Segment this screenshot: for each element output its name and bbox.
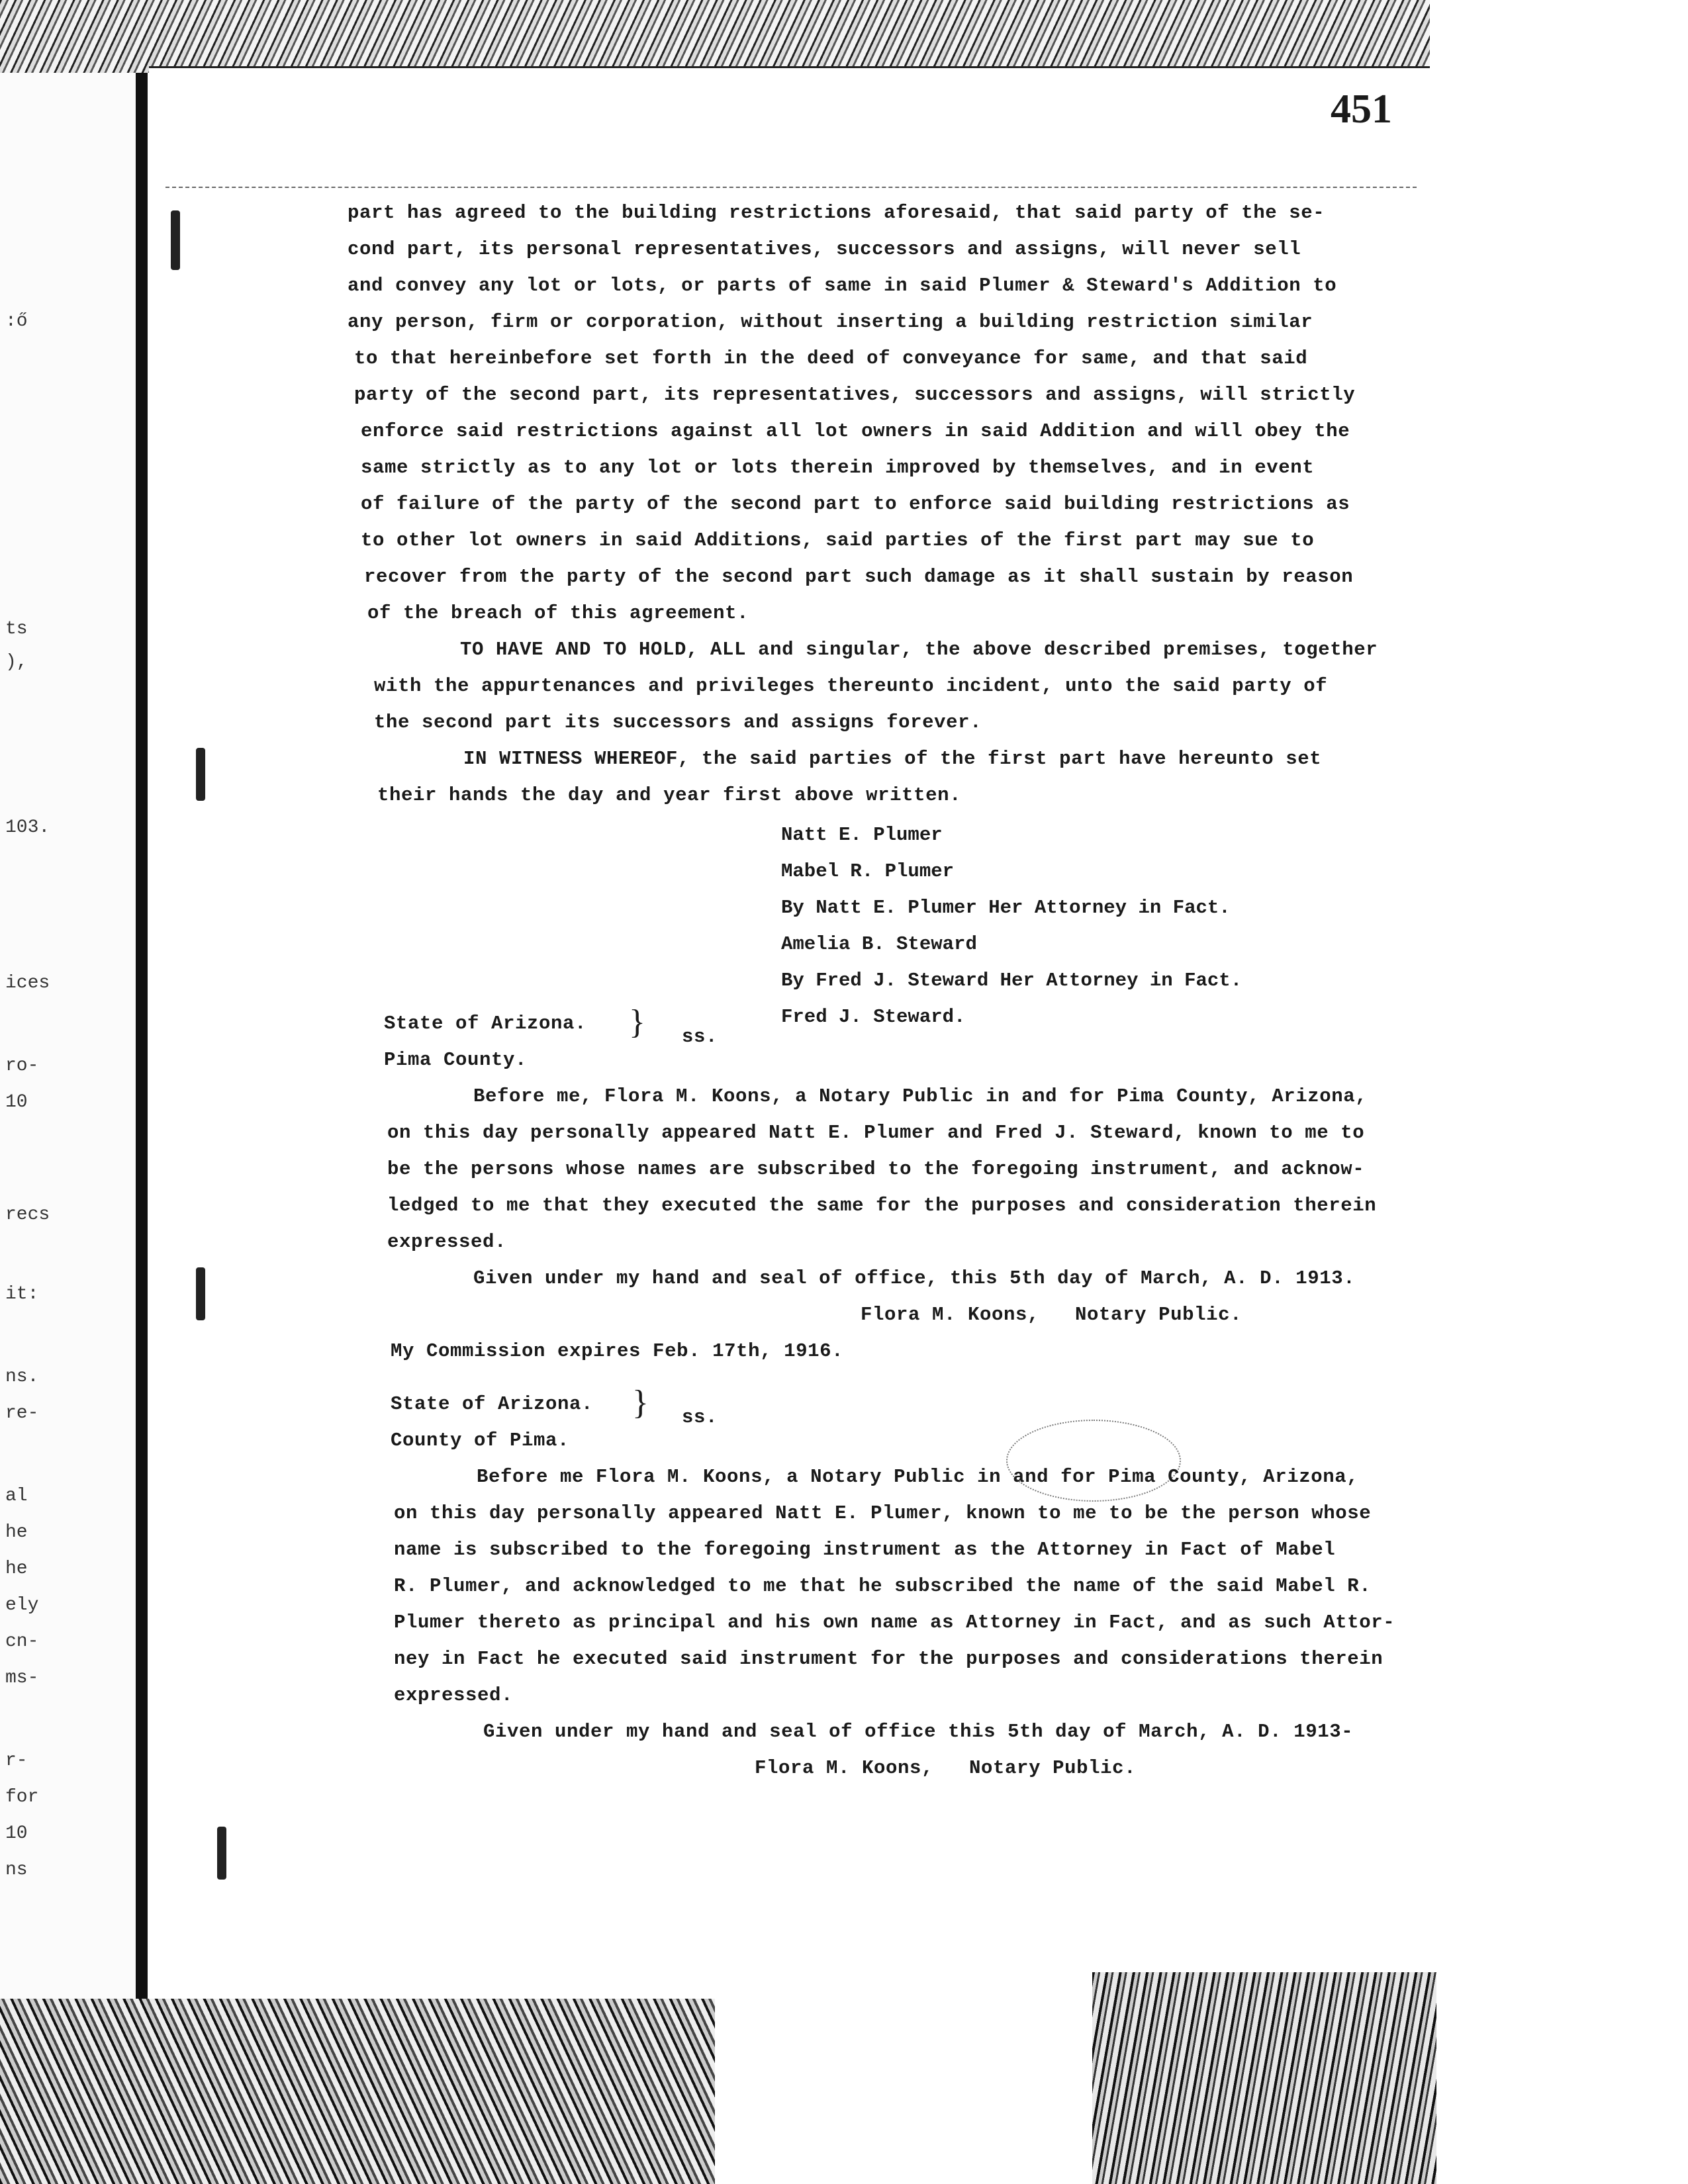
body-line: to that hereinbefore set forth in the deed of conveyance for same, and that said xyxy=(354,347,1308,369)
ack-line: name is subscribed to the foregoing instrument as the Attorney in Fact of Mabel xyxy=(394,1539,1336,1561)
scan-noise-top xyxy=(0,0,1436,73)
notary-signature: Flora M. Koons, Notary Public. xyxy=(861,1304,1243,1326)
margin-fragment: ns. xyxy=(5,1367,39,1387)
body-line: with the appurtenances and privileges thereunto incident, unto the said party of xyxy=(374,675,1328,697)
margin-fragment: 10 xyxy=(5,1823,28,1844)
venue-brace: } xyxy=(632,1384,649,1422)
body-line: their hands the day and year first above written. xyxy=(377,784,962,806)
signature-line: By Fred J. Steward Her Attorney in Fact. xyxy=(781,970,1243,991)
ack-line: Given under my hand and seal of office, this 5th day of March, A. D. 1913. xyxy=(473,1267,1356,1289)
ack-line: Before me, Flora M. Koons, a Notary Public in and for Pima County, Arizona, xyxy=(473,1085,1368,1107)
binding-clip xyxy=(196,1267,205,1320)
binding-clip xyxy=(171,210,180,270)
ack-line: be the persons whose names are subscribed to the foregoing instrument, and acknow- xyxy=(387,1158,1365,1180)
margin-fragment: :ő xyxy=(5,311,28,332)
margin-fragment: re- xyxy=(5,1403,39,1424)
body-line: any person, firm or corporation, without inserting a building restriction similar xyxy=(348,311,1313,333)
ack-line: Given under my hand and seal of office this 5th day of March, A. D. 1913- xyxy=(483,1721,1354,1743)
body-line: and convey any lot or lots, or parts of same in said Plumer & Steward's Addition to xyxy=(348,275,1337,296)
body-line: of failure of the party of the second part to enforce said building restrictions as xyxy=(361,493,1350,515)
margin-fragment: it: xyxy=(5,1284,39,1304)
signature-line: Mabel R. Plumer xyxy=(781,860,955,882)
book-binding xyxy=(136,73,148,2032)
body-line: part has agreed to the building restrictions aforesaid, that said party of the se- xyxy=(348,202,1325,224)
margin-fragment: ices xyxy=(5,973,50,993)
scan-noise-bottom-left xyxy=(0,1999,715,2184)
venue-state: State of Arizona. xyxy=(391,1393,594,1415)
scan-noise-bottom-right xyxy=(1092,1972,1436,2184)
header-rule xyxy=(165,187,1417,188)
venue-state: State of Arizona. xyxy=(384,1013,587,1034)
margin-fragment: al xyxy=(5,1486,28,1506)
ack-line: Plumer thereto as principal and his own name as Attorney in Fact, and as such Attor- xyxy=(394,1612,1395,1633)
signature-line: Fred J. Steward. xyxy=(781,1006,966,1028)
body-line: IN WITNESS WHEREOF, the said parties of the first part have hereunto set xyxy=(463,748,1322,770)
margin-fragment: 10 xyxy=(5,1092,28,1113)
margin-fragment: he xyxy=(5,1559,28,1579)
margin-fragment: for xyxy=(5,1787,39,1807)
signature-line: By Natt E. Plumer Her Attorney in Fact. xyxy=(781,897,1231,919)
body-line: same strictly as to any lot or lots therein improved by themselves, and in event xyxy=(361,457,1315,478)
notary-signature: Flora M. Koons, Notary Public. xyxy=(755,1757,1137,1779)
adjacent-page-edge xyxy=(0,73,138,2025)
body-line: of the breach of this agreement. xyxy=(367,602,749,624)
body-line: the second part its successors and assigns forever. xyxy=(374,711,982,733)
binding-clip xyxy=(196,748,205,801)
venue-county: Pima County. xyxy=(384,1049,528,1071)
margin-fragment: 103. xyxy=(5,817,50,838)
scan-margin-right xyxy=(1430,0,1688,2184)
ack-line: Before me Flora M. Koons, a Notary Public in and for Pima County, Arizona, xyxy=(477,1466,1359,1488)
venue-ss: ss. xyxy=(682,1026,718,1048)
margin-fragment: ro- xyxy=(5,1056,39,1076)
margin-fragment: recs xyxy=(5,1205,50,1225)
ack-line: ney in Fact he executed said instrument for the purposes and considerations therein xyxy=(394,1648,1383,1670)
venue-county: County of Pima. xyxy=(391,1430,570,1451)
body-line: TO HAVE AND TO HOLD, ALL and singular, the above described premises, together xyxy=(460,639,1378,660)
margin-fragment: ms- xyxy=(5,1668,39,1688)
margin-fragment: ), xyxy=(5,652,28,672)
body-line: enforce said restrictions against all lot owners in said Addition and will obey the xyxy=(361,420,1350,442)
ack-line: expressed. xyxy=(387,1231,507,1253)
binding-clip xyxy=(217,1827,226,1880)
notary-seal xyxy=(1006,1420,1181,1502)
body-line: recover from the party of the second part such damage as it shall sustain by reason xyxy=(364,566,1354,588)
ack-line: on this day personally appeared Natt E. Plumer, known to me to be the person whose xyxy=(394,1502,1372,1524)
body-line: party of the second part, its representatives, successors and assigns, will strictly xyxy=(354,384,1356,406)
ack-line: ledged to me that they executed the same for the purposes and consideration therein xyxy=(387,1195,1377,1216)
body-line: cond part, its personal representatives, successors and assigns, will never sell xyxy=(348,238,1301,260)
margin-fragment: ns xyxy=(5,1860,28,1880)
body-line: to other lot owners in said Additions, said parties of the first part may sue to xyxy=(361,529,1315,551)
venue-ss: ss. xyxy=(682,1406,718,1428)
commission-expiry: My Commission expires Feb. 17th, 1916. xyxy=(391,1340,844,1362)
ack-line: on this day personally appeared Natt E. Plumer and Fred J. Steward, known to me to xyxy=(387,1122,1365,1144)
margin-fragment: he xyxy=(5,1522,28,1543)
venue-brace: } xyxy=(629,1003,645,1041)
margin-fragment: cn- xyxy=(5,1631,39,1652)
ack-line: R. Plumer, and acknowledged to me that he subscribed the name of the said Mabel R. xyxy=(394,1575,1372,1597)
page-number: 451 xyxy=(1331,87,1392,132)
margin-fragment: r- xyxy=(5,1751,28,1771)
margin-fragment: ts xyxy=(5,619,28,639)
ack-line: expressed. xyxy=(394,1684,514,1706)
margin-fragment: ely xyxy=(5,1595,39,1615)
signature-line: Amelia B. Steward xyxy=(781,933,977,955)
signature-line: Natt E. Plumer xyxy=(781,824,943,846)
